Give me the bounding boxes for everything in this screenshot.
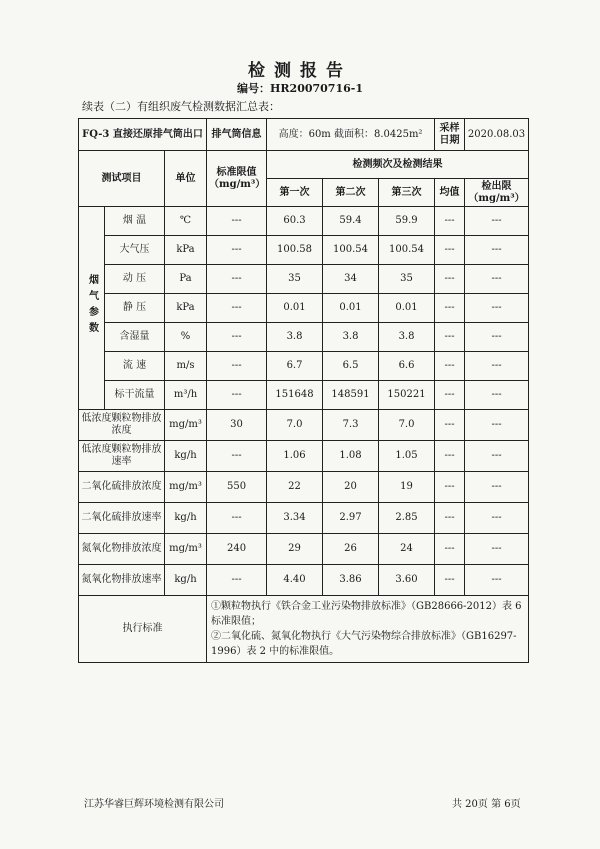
item-header: 测试项目	[79, 151, 165, 207]
avg-cell: ---	[435, 265, 465, 294]
detect-limit-cell: ---	[465, 381, 529, 410]
limit-header: 标准限值（mg/m³）	[207, 151, 267, 207]
emission-table	[78, 118, 529, 663]
second-value: 3.86	[323, 565, 379, 596]
param-name: 静 压	[105, 294, 165, 323]
avg-cell: ---	[435, 441, 465, 472]
unit-cell: kg/h	[165, 503, 207, 534]
second-value: 148591	[323, 381, 379, 410]
third-value: 7.0	[379, 410, 435, 441]
param-name: 动 压	[105, 265, 165, 294]
first-value: 3.34	[267, 503, 323, 534]
param-row	[79, 236, 529, 265]
avg-cell: ---	[435, 236, 465, 265]
unit-cell: mg/m³	[165, 472, 207, 503]
detect-limit-cell: ---	[465, 294, 529, 323]
avg-cell: ---	[435, 503, 465, 534]
limit-cell: ---	[207, 207, 267, 236]
limit-cell: ---	[207, 294, 267, 323]
results-group-header: 检测频次及检测结果	[267, 151, 529, 179]
pollutant-name: 低浓度颗粒物排放速率	[79, 441, 165, 472]
limit-cell: ---	[207, 381, 267, 410]
pollutant-row	[79, 410, 529, 441]
unit-header: 单位	[165, 151, 207, 207]
avg-cell: ---	[435, 565, 465, 596]
first-value: 60.3	[267, 207, 323, 236]
third-value: 150221	[379, 381, 435, 410]
stack-label-cell: 排气筒信息	[207, 119, 267, 151]
unit-cell: kg/h	[165, 441, 207, 472]
standard-text1: ①颗粒物执行《铁合金工业污染物排放标准》（GB28666-2012）表 6 标准限值；	[211, 601, 522, 627]
unit-cell: mg/m³	[165, 534, 207, 565]
first-value: 7.0	[267, 410, 323, 441]
third-value: 19	[379, 472, 435, 503]
source-cell: FQ-3 直接还原排气筒出口	[79, 119, 207, 151]
avg-cell: ---	[435, 381, 465, 410]
param-name: 流 速	[105, 352, 165, 381]
standard-text	[207, 596, 529, 663]
detect-limit-cell: ---	[465, 565, 529, 596]
limit-cell: ---	[207, 565, 267, 596]
pollutant-row	[79, 441, 529, 472]
detect-limit-cell: ---	[465, 410, 529, 441]
second-value: 6.5	[323, 352, 379, 381]
pollutant-row	[79, 565, 529, 596]
second-value: 100.54	[323, 236, 379, 265]
detect-limit-cell: ---	[465, 236, 529, 265]
param-row	[79, 323, 529, 352]
footer-pages: 共 20页 第 6页	[452, 799, 521, 810]
pollutant-name: 氮氧化物排放速率	[79, 565, 165, 596]
third-value: 2.85	[379, 503, 435, 534]
detect-limit-cell: ---	[465, 503, 529, 534]
avg-cell: ---	[435, 352, 465, 381]
first-value: 1.06	[267, 441, 323, 472]
second-header: 第二次	[323, 179, 379, 207]
second-value: 34	[323, 265, 379, 294]
param-row	[79, 265, 529, 294]
limit-cell: ---	[207, 503, 267, 534]
unit-cell: m³/h	[165, 381, 207, 410]
limit-cell: 550	[207, 472, 267, 503]
detect-limit-cell: ---	[465, 207, 529, 236]
pollutant-row	[79, 503, 529, 534]
third-value: 3.60	[379, 565, 435, 596]
third-value: 1.05	[379, 441, 435, 472]
third-header: 第三次	[379, 179, 435, 207]
standard-label: 执行标准	[79, 596, 207, 663]
second-value: 20	[323, 472, 379, 503]
avg-cell: ---	[435, 323, 465, 352]
first-value: 100.58	[267, 236, 323, 265]
pollutant-name: 低浓度颗粒物排放浓度	[79, 410, 165, 441]
stack-info-cell: 高度：60m 截面积：8.0425m²	[267, 119, 435, 151]
second-value: 2.97	[323, 503, 379, 534]
third-value: 0.01	[379, 294, 435, 323]
date-cell: 2020.08.03	[465, 119, 529, 151]
third-value: 3.8	[379, 323, 435, 352]
param-name: 含湿量	[105, 323, 165, 352]
second-value: 0.01	[323, 294, 379, 323]
footer-company: 江苏华睿巨辉环境检测有限公司	[84, 799, 224, 810]
report-number: 编号：HR20070716-1	[237, 82, 363, 95]
pollutant-row	[79, 534, 529, 565]
third-value: 100.54	[379, 236, 435, 265]
second-value: 3.8	[323, 323, 379, 352]
second-value: 26	[323, 534, 379, 565]
avg-cell: ---	[435, 472, 465, 503]
second-value: 7.3	[323, 410, 379, 441]
second-value: 1.08	[323, 441, 379, 472]
standard-text2: ②二氧化硫、氮氧化物执行《大气污染物综合排放标准》（GB16297-1996）表 2 中的标准限值。	[211, 631, 517, 657]
unit-cell: %	[165, 323, 207, 352]
avg-header: 均值	[435, 179, 465, 207]
unit-cell: Pa	[165, 265, 207, 294]
first-value: 29	[267, 534, 323, 565]
first-value: 6.7	[267, 352, 323, 381]
detect-limit-cell: ---	[465, 265, 529, 294]
first-header: 第一次	[267, 179, 323, 207]
third-value: 35	[379, 265, 435, 294]
detect-limit-cell: ---	[465, 323, 529, 352]
limit-cell: 240	[207, 534, 267, 565]
first-value: 35	[267, 265, 323, 294]
table-subtitle: 续表（二）有组织废气检测数据汇总表：	[82, 100, 280, 113]
avg-cell: ---	[435, 534, 465, 565]
unit-cell: kPa	[165, 236, 207, 265]
header-row-1	[79, 151, 529, 179]
date-label-cell: 采样日期	[435, 119, 465, 151]
param-row	[79, 352, 529, 381]
limit-cell: ---	[207, 441, 267, 472]
standard-row	[79, 596, 529, 663]
limit-cell: ---	[207, 236, 267, 265]
second-value: 59.4	[323, 207, 379, 236]
param-row	[79, 381, 529, 410]
param-group-label	[79, 207, 105, 410]
first-value: 3.8	[267, 323, 323, 352]
third-value: 59.9	[379, 207, 435, 236]
param-row	[79, 207, 529, 236]
avg-cell: ---	[435, 410, 465, 441]
first-value: 0.01	[267, 294, 323, 323]
unit-cell: ℃	[165, 207, 207, 236]
detect-limit-header: 检出限（mg/m³）	[465, 179, 529, 207]
pollutant-name: 二氧化硫排放速率	[79, 503, 165, 534]
unit-cell: kg/h	[165, 565, 207, 596]
pollutant-name: 二氧化硫排放浓度	[79, 472, 165, 503]
param-row	[79, 294, 529, 323]
info-row	[79, 119, 529, 151]
detect-limit-cell: ---	[465, 352, 529, 381]
third-value: 6.6	[379, 352, 435, 381]
param-name: 烟 温	[105, 207, 165, 236]
avg-cell: ---	[435, 207, 465, 236]
param-name: 标干流量	[105, 381, 165, 410]
limit-cell: ---	[207, 352, 267, 381]
first-value: 4.40	[267, 565, 323, 596]
detect-limit-cell: ---	[465, 534, 529, 565]
detect-limit-cell: ---	[465, 441, 529, 472]
limit-cell: ---	[207, 265, 267, 294]
first-value: 22	[267, 472, 323, 503]
unit-cell: m/s	[165, 352, 207, 381]
pollutant-row	[79, 472, 529, 503]
avg-cell: ---	[435, 294, 465, 323]
report-title: 检测报告	[248, 61, 352, 81]
detect-limit-cell: ---	[465, 472, 529, 503]
limit-cell: ---	[207, 323, 267, 352]
param-name: 大气压	[105, 236, 165, 265]
param-group-text: 烟气参数	[86, 274, 98, 338]
pollutant-name: 氮氧化物排放浓度	[79, 534, 165, 565]
limit-cell: 30	[207, 410, 267, 441]
unit-cell: kPa	[165, 294, 207, 323]
unit-cell: mg/m³	[165, 410, 207, 441]
third-value: 24	[379, 534, 435, 565]
first-value: 151648	[267, 381, 323, 410]
